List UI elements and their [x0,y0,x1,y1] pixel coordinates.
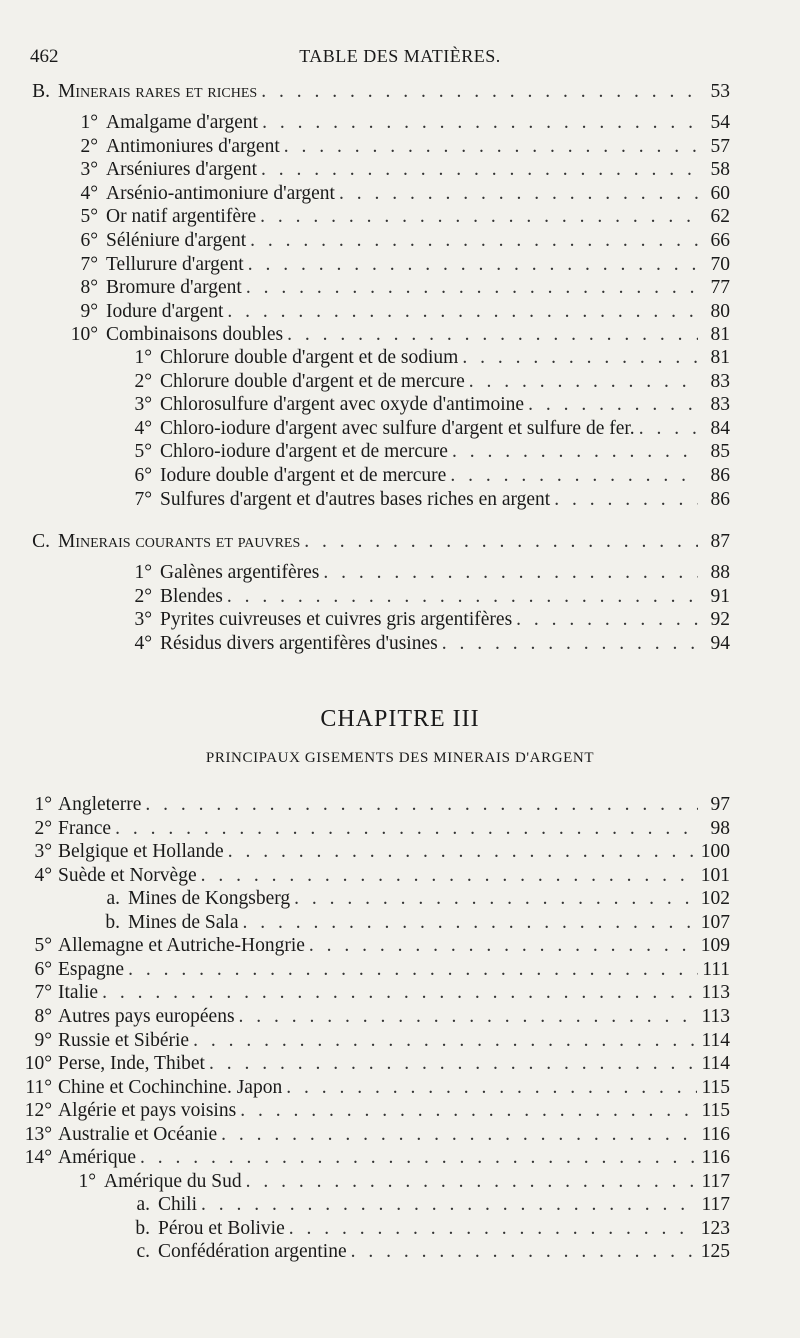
entry-title: Algérie et pays voisins [58,1100,237,1122]
entry-title: Confédération argentine [158,1241,347,1263]
entry-page: 116 [701,1147,730,1169]
toc-entry [80,911,730,935]
entry-number: 3° [80,159,98,181]
entry-title: Suède et Norvège [58,864,197,886]
dot-leader [201,1193,697,1217]
entry-page: 111 [702,958,730,980]
entry-page: 94 [710,632,730,654]
entry-number: 11° [25,1076,52,1098]
dot-leader [227,300,698,324]
dot-leader [262,111,698,135]
toc-entry [12,1146,730,1170]
toc-subentry [112,488,730,512]
dot-leader [323,561,698,585]
entry-title: Pérou et Bolivie [158,1217,285,1239]
dot-leader [260,205,698,229]
entry-number: 7° [34,982,52,1004]
toc-entry [58,182,730,206]
chapter-subtitle: PRINCIPAUX GISEMENTS DES MINERAIS D'ARGENT [205,750,595,766]
entry-number: 13° [24,1123,52,1145]
entry-title: Chili [158,1194,198,1216]
toc-subentry [112,370,730,394]
entry-title: Italie [58,982,99,1004]
entry-number: 8° [34,1005,52,1027]
entry-page: 113 [701,982,730,1004]
dot-leader [145,793,698,817]
entry-page: 62 [710,206,730,228]
entry-title: Blendes [160,585,223,607]
entry-number: 9° [80,300,98,322]
entry-number: 6° [80,230,98,251]
entry-number: 5° [134,441,152,463]
toc-entry [12,1005,730,1029]
entry-number: 3° [134,609,152,631]
toc-entry [12,864,730,888]
entry-page: 114 [701,1029,730,1051]
entry-title: Tellurure d'argent [106,253,244,275]
entry-number: b. [105,911,120,933]
entry-title: Séléniure d'argent [106,230,247,251]
entry-number: 5° [80,206,98,228]
entry-title: Combinaisons doubles [106,324,284,346]
entry-number: 12° [24,1100,52,1122]
toc-entry [12,817,730,841]
entry-page: 83 [710,394,730,416]
entry-page: 115 [701,1100,730,1122]
entry-number: 3° [34,841,52,863]
dot-leader [242,911,696,935]
entry-number: a. [106,888,120,910]
entry-number: B. [32,81,50,102]
entry-page: 85 [710,441,730,463]
toc-entry [112,585,730,609]
entry-number: 2° [80,135,98,157]
toc-entry [12,1052,730,1076]
page-number: 462 [30,46,59,67]
entry-title: Iodure d'argent [106,300,224,322]
entry-title: Antimoniures d'argent [106,135,280,157]
entry-number: b. [135,1217,150,1239]
toc-entry [12,1029,730,1053]
entry-number: a. [136,1194,150,1216]
toc-entry [80,887,730,911]
dot-leader [140,1146,697,1170]
entry-number: 4° [134,632,152,654]
entry-number: 9° [34,1029,52,1051]
entry-number: 7° [134,488,152,510]
entry-page: 86 [710,488,730,510]
entry-number: 10° [70,324,98,346]
dot-leader [250,229,698,253]
entry-page: 92 [710,609,730,631]
toc-entry [112,608,730,632]
entry-page: 125 [700,1241,730,1263]
toc-subentry [112,464,730,488]
entry-page: 84 [710,417,730,439]
entry-page: 115 [701,1076,730,1098]
entry-page: 123 [700,1217,730,1239]
entry-title: Galènes argentifères [160,562,320,583]
entry-page: 101 [700,864,730,886]
dot-leader [452,440,698,464]
entry-page: 102 [700,888,730,910]
dot-leader [261,158,698,182]
dot-leader [221,1123,697,1147]
entry-number: 2° [34,817,52,839]
dot-leader [462,346,698,370]
entry-title: Pyrites cuivreuses et cuivres gris argentifères [160,609,513,631]
dot-leader [528,393,698,417]
dot-leader [351,1240,697,1264]
entry-page: 80 [710,300,730,322]
toc-entry [110,1240,730,1264]
entry-number: 6° [134,465,152,486]
dot-leader [102,981,697,1005]
entry-page: 88 [710,562,730,583]
entry-page: 109 [700,935,730,957]
entry-page: 100 [700,841,730,863]
dot-leader [339,182,698,206]
dot-leader [304,530,698,554]
dot-leader [115,817,698,841]
toc-entry [112,632,730,656]
toc-subentry [112,440,730,464]
entry-page: 58 [710,159,730,181]
entry-title: Amérique [58,1147,136,1169]
toc-entry [12,840,730,864]
chapter-title: CHAPITRE III [320,706,480,732]
entry-title: Chlorure double d'argent et de sodium [160,347,459,368]
entry-page: 117 [701,1170,730,1192]
entry-title: Perse, Inde, Thibet [58,1053,205,1075]
entry-page: 113 [701,1005,730,1027]
dot-leader [240,1099,697,1123]
entry-page: 70 [710,253,730,275]
toc-entry [58,111,730,135]
entry-number: 8° [80,277,98,299]
entry-title: Arsénio-antimoniure d'argent [106,182,335,204]
entry-page: 117 [701,1194,730,1216]
entry-number: 3° [134,394,152,416]
dot-leader [289,1217,697,1241]
entry-page: 60 [710,182,730,204]
entry-title: Arséniures d'argent [106,159,257,181]
entry-number: 4° [34,864,52,886]
toc-entry [56,1170,730,1194]
dot-leader [309,934,697,958]
toc-entry [12,1076,730,1100]
toc-entry [58,135,730,159]
entry-number: C. [32,531,50,552]
entry-number: 1° [34,794,52,815]
entry-title: Espagne [58,958,125,980]
toc-entry [12,793,730,817]
entry-title: Mines de Sala [128,911,239,933]
toc-entry [58,205,730,229]
toc-entry [58,300,730,324]
entry-page: 81 [710,324,730,346]
toc-entry [110,1193,730,1217]
entry-number: 1° [78,1170,96,1192]
dot-leader [227,585,698,609]
dot-leader [128,958,698,982]
entry-page: 87 [710,531,730,552]
toc-subentry [112,417,730,441]
entry-title: Mines de Kongsberg [128,888,291,910]
dot-leader [248,253,698,277]
entry-title: Minerais courants et pauvres [58,531,301,552]
entry-title: Amérique du Sud [104,1170,242,1192]
entry-page: 77 [710,277,730,299]
entry-number: 1° [134,562,152,583]
entry-title: Or natif argentifère [106,206,257,228]
entry-page: 86 [710,465,730,486]
entry-page: 98 [710,817,730,839]
dot-leader [261,80,698,104]
entry-title: Chine et Cochinchine. Japon [58,1076,283,1098]
entry-title: Angleterre [58,794,142,815]
entry-number: 14° [24,1147,52,1169]
entry-number: 10° [24,1053,52,1075]
entry-number: 7° [80,253,98,275]
section-heading-c [24,530,730,554]
entry-page: 116 [701,1123,730,1145]
entry-number: 4° [80,182,98,204]
entry-title: Résidus divers argentifères d'usines [160,632,438,654]
entry-title: Belgique et Hollande [58,841,224,863]
entry-page: 53 [710,81,730,102]
toc-entry [12,981,730,1005]
toc-entry [58,323,730,347]
dot-leader [239,1005,698,1029]
section-heading-b [24,80,730,104]
entry-page: 97 [710,794,730,815]
entry-title: Chloro-iodure d'argent et de mercure [160,441,448,463]
dot-leader [516,608,698,632]
running-title: TABLE DES MATIÈRES. [299,46,501,66]
toc-entry [58,276,730,300]
toc-entry [58,158,730,182]
entry-title: Autres pays européens [58,1005,235,1027]
dot-leader [209,1052,698,1076]
entry-number: c. [136,1241,150,1263]
entry-title: Amalgame d'argent [106,112,259,133]
dot-leader [246,276,698,300]
dot-leader [284,135,698,159]
entry-number: 4° [134,417,152,439]
dot-leader [246,1170,698,1194]
toc-entry [58,253,730,277]
toc-entry [12,934,730,958]
entry-page: 91 [710,585,730,607]
entry-page: 114 [701,1053,730,1075]
entry-title: France [58,817,112,839]
entry-number: 6° [34,958,52,980]
entry-number: 5° [34,935,52,957]
entry-title: Chloro-iodure d'argent avec sulfure d'argent et sulfure de fer. [160,417,635,439]
entry-title: Russie et Sibérie [58,1029,190,1051]
entry-page: 57 [710,135,730,157]
dot-leader [287,323,698,347]
entry-title: Australie et Océanie [58,1123,218,1145]
dot-leader [286,1076,697,1100]
entry-title: Bromure d'argent [106,277,242,299]
dot-leader [193,1029,697,1053]
entry-page: 107 [700,911,730,933]
toc-subentry [112,393,730,417]
toc-entry [112,561,730,585]
entry-number: 2° [134,585,152,607]
dot-leader [201,864,697,888]
toc-subentry [112,346,730,370]
toc-entry [12,1123,730,1147]
entry-title: Sulfures d'argent et d'autres bases riches en argent [160,488,551,510]
page-header [0,46,800,72]
entry-number: 1° [134,347,152,368]
dot-leader [442,632,698,656]
entry-number: 1° [80,112,98,133]
entry-title: Chlorosulfure d'argent avec oxyde d'antimoine [160,394,525,416]
entry-page: 66 [710,230,730,251]
dot-leader [554,488,698,512]
entry-title: Iodure double d'argent et de mercure [160,465,447,486]
entry-title: Minerais rares et riches [58,81,258,102]
entry-title: Chlorure double d'argent et de mercure [160,370,465,392]
toc-entry [12,958,730,982]
entry-page: 54 [710,112,730,133]
dot-leader [450,464,698,488]
entry-number: 2° [134,370,152,392]
toc-entry [12,1099,730,1123]
dot-leader [294,887,697,911]
entry-page: 83 [710,370,730,392]
toc-entry [110,1217,730,1241]
entry-title: Allemagne et Autriche-Hongrie [58,935,305,957]
entry-page: 81 [710,347,730,368]
dot-leader [228,840,697,864]
dot-leader [469,370,698,394]
toc-entry [58,229,730,253]
dot-leader [639,417,698,441]
